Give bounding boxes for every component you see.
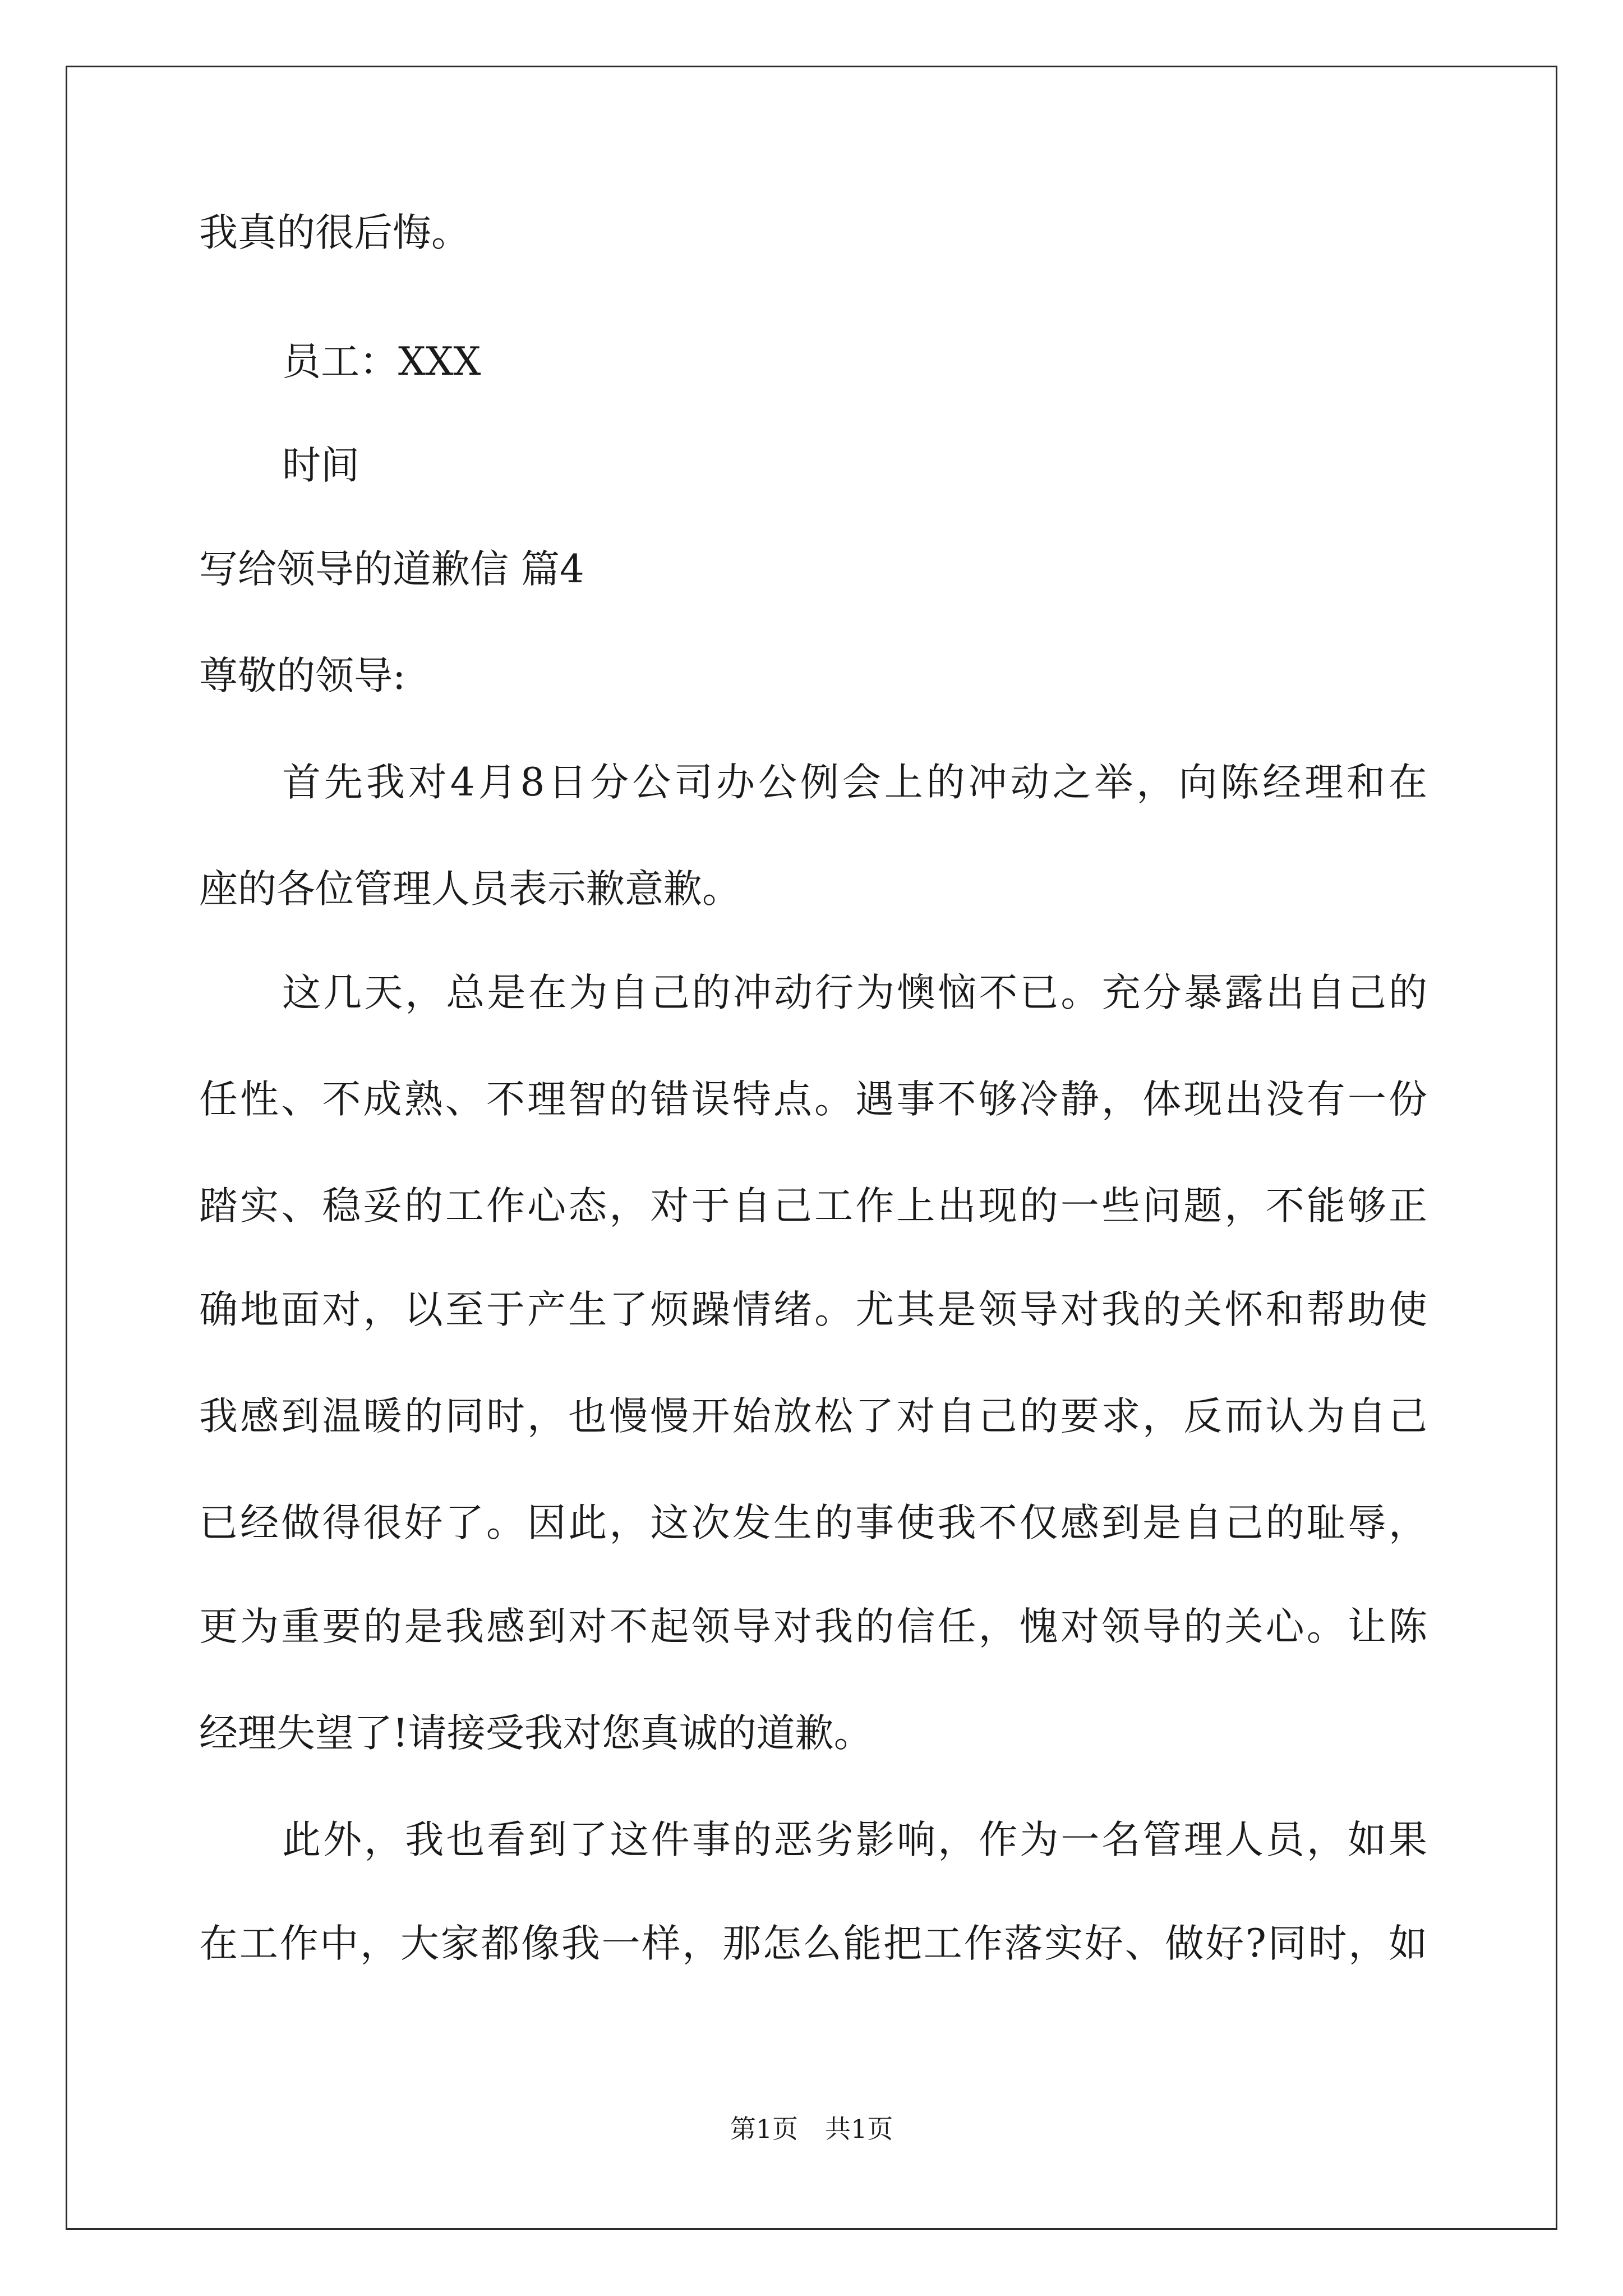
page-number: 第1页 — [730, 2114, 798, 2144]
text-line: 更为重要的是我感到对不起领导对我的信任，愧对领导的关心。让陈 — [199, 1604, 1427, 1649]
text-line: 经理失望了!请接受我对您真诚的道歉。 — [199, 1711, 873, 1756]
text-line: 在工作中，大家都像我一样，那怎么能把工作落实好、做好?同时，如 — [199, 1921, 1427, 1966]
text-line: 此外，我也看到了这件事的恶劣影响，作为一名管理人员，如果 — [282, 1818, 1427, 1862]
text-line-date: 时间 — [282, 443, 359, 488]
page-total: 共1页 — [825, 2114, 893, 2144]
text-line: 任性、不成熟、不理智的错误特点。遇事不够冷静，体现出没有一份 — [199, 1077, 1427, 1122]
text-line: 这几天，总是在为自己的冲动行为懊恼不已。充分暴露出自己的 — [282, 970, 1427, 1015]
salutation: 尊敬的领导: — [199, 654, 406, 698]
section-heading: 写给领导的道歉信 篇4 — [199, 547, 584, 592]
text-line: 已经做得很好了。因此，这次发生的事使我不仅感到是自己的耻辱， — [199, 1501, 1427, 1545]
page-footer — [0, 2112, 1623, 2146]
text-line: 我感到温暖的同时，也慢慢开始放松了对自己的要求，反而认为自己 — [199, 1394, 1427, 1439]
text-line-signature: 员工：XXX — [282, 339, 481, 384]
text-line: 我真的很后悔。 — [199, 210, 470, 255]
text-line: 座的各位管理人员表示歉意歉。 — [199, 867, 741, 912]
text-line: 首先我对4月8日分公司办公例会上的冲动之举，向陈经理和在 — [282, 760, 1427, 805]
text-line: 确地面对，以至于产生了烦躁情绪。尤其是领导对我的关怀和帮助使 — [199, 1287, 1427, 1332]
page-border — [66, 66, 1557, 2230]
text-line: 踏实、稳妥的工作心态，对于自己工作上出现的一些问题，不能够正 — [199, 1184, 1427, 1228]
